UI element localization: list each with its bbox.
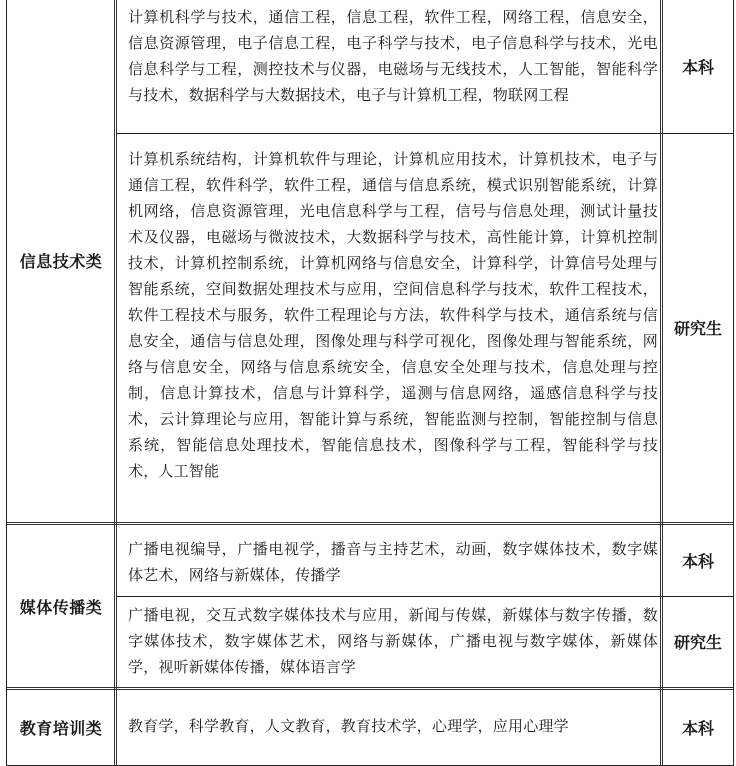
degree-level: 本科 bbox=[681, 719, 714, 738]
majors-cell: 计算机系统结构，计算机软件与理论，计算机应用技术，计算机技术，电子与通信工程，软件科学，软件工程，通信与信息系统，模式识别智能系统，计算机网络，信息资源管理，光电信息科学与工程，信号与信息处理，测试计量技术及仪器，电磁场与微波技术，大数据科学与技术，高性能计算，计算机控制技术，计算机控制系统，计算机网络与信息安全，计算科学，计算信号处理与智能系统，空间数据处理技术与应用，空间信息科学与技术，软件工程技术，软件工程技术与服务，软件工程理论与方法，软件科学与技术，通信系统与信息安全，通信与信息处理，图像处理与科学可视化，图像处理与智能系统，网络与信息安全，网络与信息系统安全，信息安全处理与技术，信息处理与控制，信息计算技术，信息与计算科学，遥测与信息网络，遥感信息科学与技术，云计算理论与应用，智能计算与系统，智能监测与控制，智能控制与信息系统，智能信息处理技术，智能信息技术，图像科学与工程，智能科学与技术，人工智能 bbox=[128, 150, 658, 480]
majors-cell: 广播电视，交互式数字媒体技术与应用，新闻与传媒，新媒体与数字传播，数字媒体技术，数字媒体艺术，网络与新媒体，广播电视与数字媒体，新媒体学，视听新媒体传播，媒体语言学 bbox=[128, 606, 658, 676]
majors-cell: 计算机科学与技术，通信工程，信息工程，软件工程，网络工程，信息安全，信息资源管理，电子信息工程，电子科学与技术，电子信息科学与技术，光电信息科学与工程，测控技术与仪器，电磁场与无线技术，人工智能，智能科学与技术，数据科学与大数据技术，电子与计算机工程，物联网工程 bbox=[128, 8, 658, 104]
category-label: 媒体传播类 bbox=[19, 597, 103, 617]
degree-level: 本科 bbox=[681, 552, 714, 571]
degree-level: 本科 bbox=[681, 57, 714, 77]
majors-table bbox=[6, 0, 734, 766]
category-label: 教育培训类 bbox=[19, 719, 103, 738]
majors-cell: 教育学，科学教育，人文教育，教育技术学，心理学，应用心理学 bbox=[128, 717, 569, 735]
degree-level: 研究生 bbox=[673, 633, 722, 652]
row-divider bbox=[116, 596, 734, 597]
category-label: 信息技术类 bbox=[19, 252, 103, 271]
degree-level: 研究生 bbox=[673, 319, 722, 338]
majors-cell: 广播电视编导，广播电视学，播音与主持艺术，动画，数字媒体技术，数字媒体艺术，网络与新媒体，传播学 bbox=[128, 540, 658, 584]
row-divider bbox=[116, 133, 734, 134]
